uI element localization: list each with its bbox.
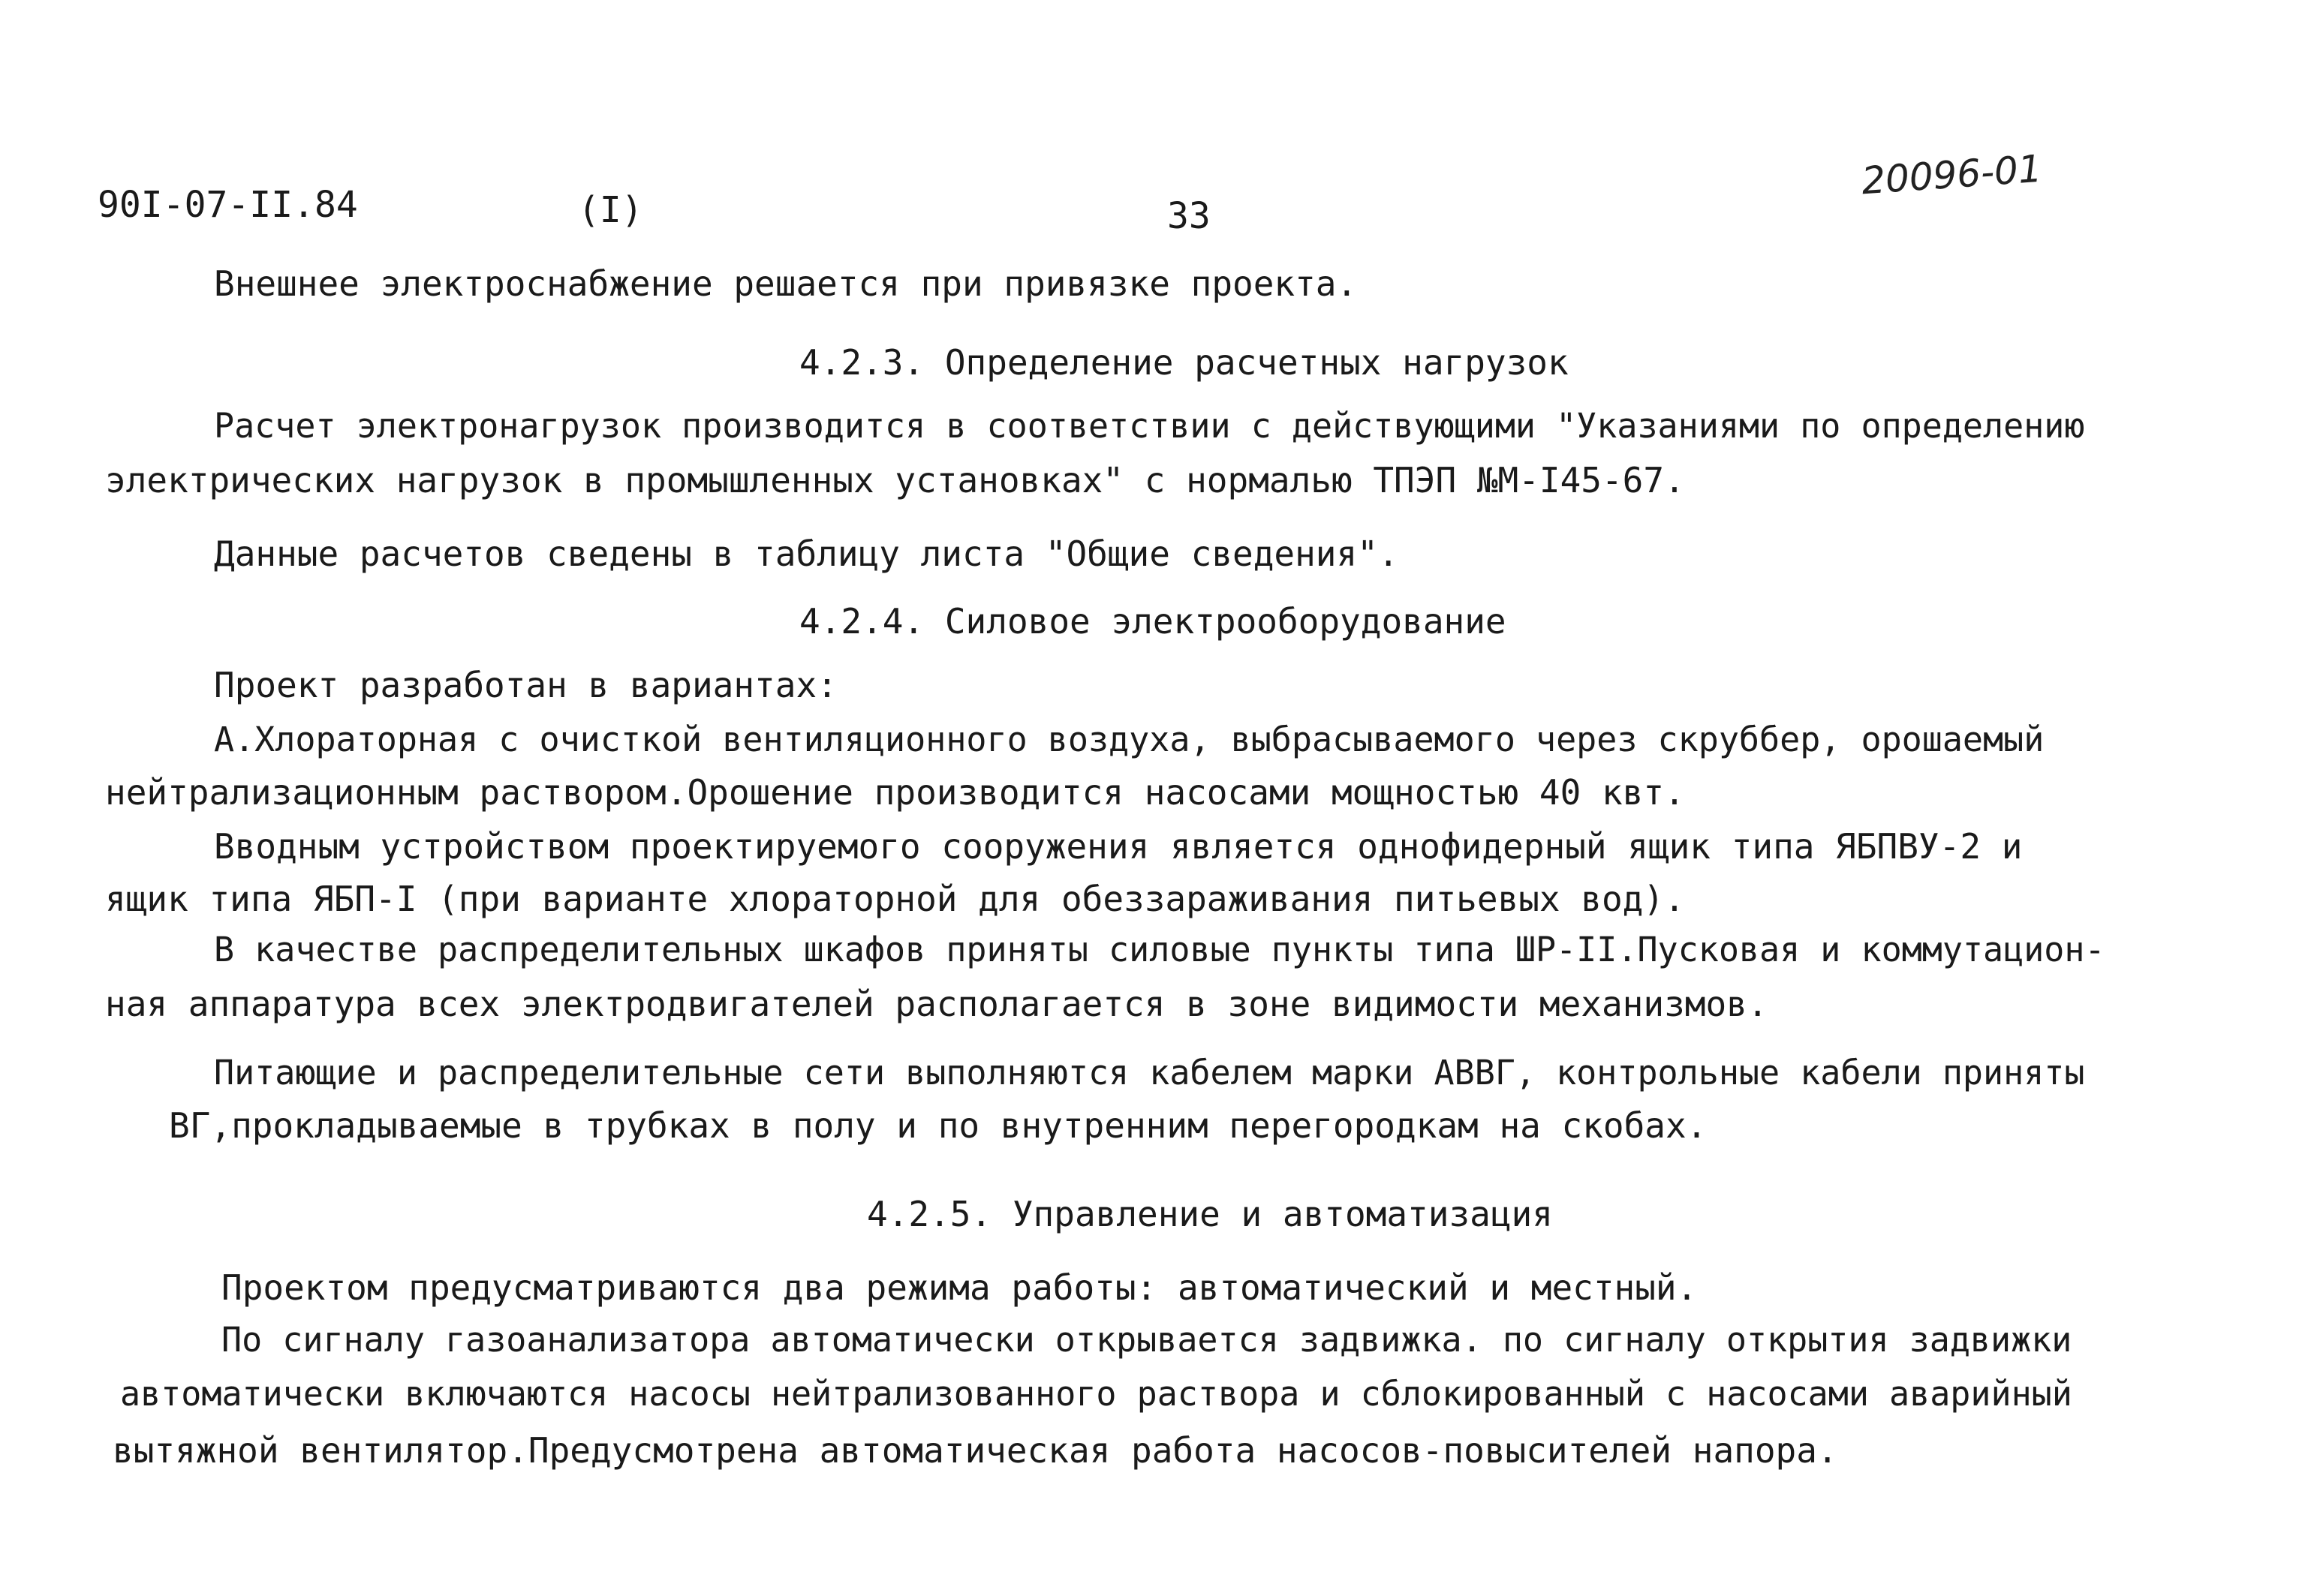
section-424-p2-line1: А.Хлораторная с очисткой вентиляционного воздуха, выбрасываемого через скруббер, орошаемый [214,720,2045,759]
section-423-p1-line2: электрических нагрузок в промышленных установках" с нормалью ТПЭП №М-I45-67. [105,460,1685,500]
section-425-title: 4.2.5. Управление и автоматизация [867,1194,1553,1234]
handwritten-inventory-mark: 20096-01 [1860,146,2044,203]
section-424-p1: Проект разработан в вариантах: [214,665,838,705]
section-423-p1-line1: Расчет электронагрузок производится в соответствии с действующими "Указаниями по определению [214,406,2085,446]
section-424-p4-line1: В качестве распределительных шкафов приняты силовые пункты типа ШР-II.Пусковая и коммутацион- [214,930,2105,969]
section-424-p5-line2: ВГ,прокладываемые в трубках в полу и по внутренним перегородкам на скобах. [169,1105,1708,1146]
section-424-p3-line1: Вводным устройством проектируемого сооружения является однофидерный ящик типа ЯБПВУ-2 и [214,826,2023,867]
section-424-p3-line2: ящик типа ЯБП-I (при варианте хлораторной для обеззараживания питьевых вод). [105,879,1685,919]
intro-line: Внешнее электроснабжение решается при привязке проекта. [214,263,1358,304]
section-424-title: 4.2.4. Силовое электрооборудование [799,601,1506,642]
section-425-p1: Проектом предусматриваются два режима работы: автоматический и местный. [221,1267,1698,1308]
section-425-p2-line2: автоматически включаются насосы нейтрализованного раствора и сблокированный с насосами аварийный [120,1374,2072,1414]
section-423-title: 4.2.3. Определение расчетных нагрузок [799,342,1569,383]
section-425-p2-line3: вытяжной вентилятор.Предусмотрена автоматическая работа насосов-повысителей напора. [113,1430,1838,1471]
page-number: 33 [1167,195,1211,237]
section-423-p2: Данные расчетов сведены в таблицу листа "Общие сведения". [214,534,1399,574]
document-code: 90I-07-II.84 [98,184,358,226]
section-424-p2-line2: нейтрализационным раствором.Орошение производится насосами мощностью 40 квт. [105,772,1685,813]
section-424-p4-line2: ная аппаратура всех электродвигателей располагается в зоне видимости механизмов. [105,984,1768,1024]
section-424-p5-line1: Питающие и распределительные сети выполняются кабелем марки АВВГ, контрольные кабели приняты [214,1053,2085,1093]
section-425-p2-line1: По сигналу газоанализатора автоматически открывается задвижка. по сигналу открытия задвижки [221,1320,2072,1360]
issue-number: (I) [578,189,643,231]
